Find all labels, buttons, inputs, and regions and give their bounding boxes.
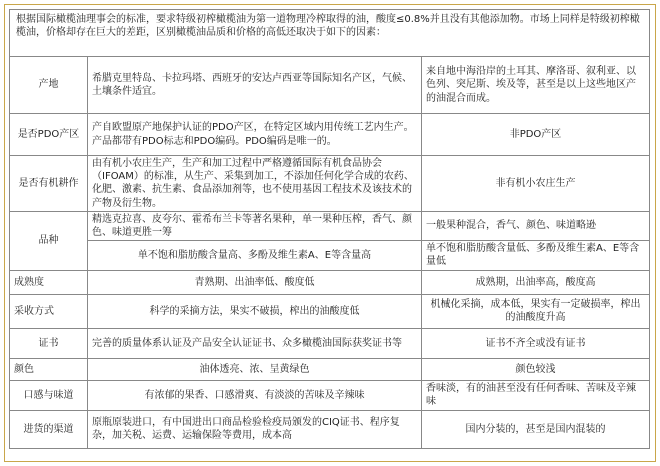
olive-oil-comparison-table [9,9,650,449]
ordinary-cell: 单不饱和脂肪酸含量低、多酚及维生素A、E等含量低 [422,241,650,270]
premium-cell: 由有机小农庄生产，生产和加工过程中严格遵循国际有机食品协会（IFOAM）的标准，从生产、采集到加工，不添加任何化学合成的农药、化肥、激素、抗生素、食品添加剂等，也不使用基因工程技术及该技术的产物及衍生物。 [88,156,422,212]
ordinary-cell: 非PDO产区 [422,114,650,156]
table-row [10,114,650,156]
row-label: 进货的渠道 [10,410,88,448]
premium-cell: 有浓郁的果香、口感滑爽、有淡淡的苦味及辛辣味 [88,380,422,410]
table-row [10,410,650,448]
premium-cell: 希腊克里特岛、卡拉玛塔、西班牙的安达卢西亚等国际知名产区，气候、土壤条件适宜。 [88,57,422,114]
intro-row [10,10,650,57]
ordinary-cell: 香味淡，有的油甚至没有任何香味、苦味及辛辣味 [422,380,650,410]
premium-cell: 产自欧盟原产地保护认证的PDO产区，在特定区域内用传统工艺内生产。产品都带有PDO标志和PDO编码。PDO编码是唯一的。 [88,114,422,156]
table-row [10,328,650,358]
row-label: 品种 [10,211,88,270]
table-row [10,156,650,212]
ordinary-cell: 机械化采摘，成本低，果实有一定破损率，榨出的油酸度升高 [422,294,650,328]
table-row [10,294,650,328]
row-label: 口感与味道 [10,380,88,410]
row-label: 产地 [10,57,88,114]
ordinary-cell: 国内分装的，甚至是国内混装的 [422,410,650,448]
table-row [10,270,650,294]
row-label: 证书 [10,328,88,358]
table-row [10,241,650,270]
table-row [10,380,650,410]
premium-cell: 青熟期、出油率低、酸度低 [88,270,422,294]
premium-cell: 单不饱和脂肪酸含量高、多酚及维生素A、E等含量高 [88,241,422,270]
table-row [10,57,650,114]
table-row [10,211,650,240]
premium-cell: 原瓶原装进口，有中国进出口商品检验检疫局颁发的CIQ证书、程序复杂，加关税、运费、运输保险等费用，成本高 [88,410,422,448]
ordinary-cell: 证书不齐全或没有证书 [422,328,650,358]
ordinary-cell: 颜色较浅 [422,358,650,380]
premium-cell: 精选克拉喜、皮夸尔、霍希布兰卡等著名果种，单一果种压榨，香气、颜色、味道更胜一筹 [88,211,422,240]
ordinary-cell: 一般果种混合，香气、颜色、味道略逊 [422,211,650,240]
row-label: 是否PDO产区 [10,114,88,156]
premium-cell: 油体透亮、浓、呈黄绿色 [88,358,422,380]
row-label: 颜色 [10,358,88,380]
row-label: 成熟度 [10,270,88,294]
row-label: 是否有机耕作 [10,156,88,212]
table-row [10,358,650,380]
row-label: 采收方式 [10,294,88,328]
premium-cell: 科学的采摘方法，果实不破损，榨出的油酸度低 [88,294,422,328]
ordinary-cell: 非有机小农庄生产 [422,156,650,212]
intro-text: 根据国际橄榄油理事会的标准，要求特级初榨橄榄油为第一道物理冷榨取得的油，酸度≤0.8%并且没有其他添加物。市场上同样是特级初榨橄榄油，价格却存在巨大的差距，区别橄榄油品质和价格的高低还取决于如下的因素： [10,10,650,57]
premium-cell: 完善的质量体系认证及产品安全认证证书、众多橄榄油国际获奖证书等 [88,328,422,358]
ordinary-cell: 成熟期，出油率高，酸度高 [422,270,650,294]
ordinary-cell: 来自地中海沿岸的土耳其、摩洛哥、叙利亚、以色列、突尼斯、埃及等，甚至是以上这些地区产的油混合而成。 [422,57,650,114]
